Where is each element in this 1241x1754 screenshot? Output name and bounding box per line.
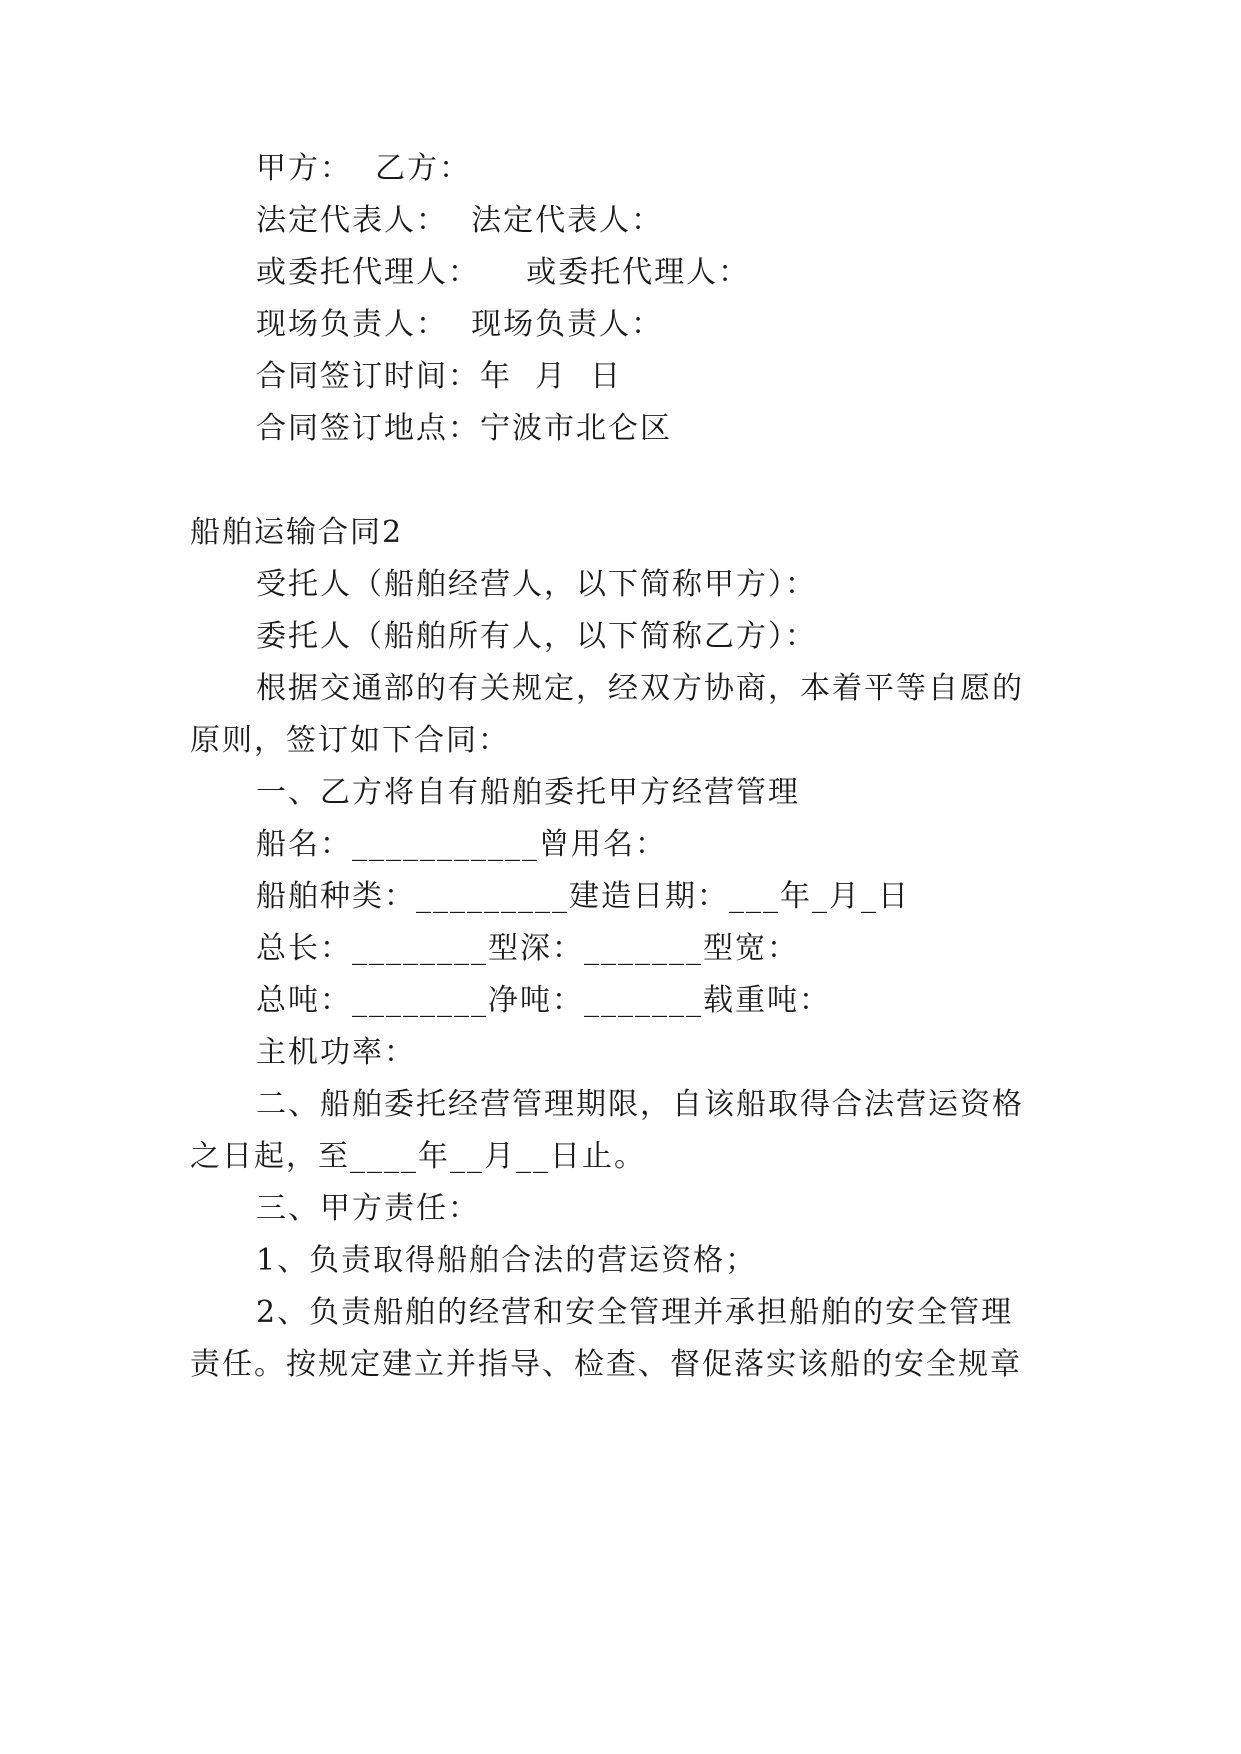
list-item: 1、负责取得船舶合法的营运资格；: [256, 1243, 758, 1278]
engine-power-line: 主机功率：: [256, 1035, 416, 1070]
site-manager-line: 现场负责人： 现场负责人：: [256, 307, 664, 342]
dimensions-line: 总长：________型深：_______型宽：: [256, 931, 799, 966]
trustee-line: 受托人（船舶经营人，以下简称甲方）：: [256, 567, 817, 602]
paragraph-line: 原则，签订如下合同：: [190, 723, 510, 758]
paragraph-line: 根据交通部的有关规定，经双方协商，本着平等自愿的: [256, 671, 1024, 706]
list-item: 2、负责船舶的经营和安全管理并承担船舶的安全管理: [256, 1295, 1014, 1330]
legal-representative-line: 法定代表人： 法定代表人：: [256, 203, 664, 238]
trustor-line: 委托人（船舶所有人，以下简称乙方）：: [256, 619, 817, 654]
ship-name-line: 船名：___________曾用名：: [256, 827, 667, 862]
agent-line: 或委托代理人： 或委托代理人：: [256, 255, 751, 290]
party-names-line: 甲方： 乙方：: [256, 151, 472, 186]
clause-line: 二、船舶委托经营管理期限，自该船取得合法营运资格: [256, 1087, 1024, 1122]
signing-date-line: 合同签订时间：年 月 日: [256, 359, 623, 394]
signing-place-line: 合同签订地点：宁波市北仑区: [256, 411, 672, 446]
ship-type-line: 船舶种类：_________建造日期：___年_月_日: [256, 879, 910, 914]
section-title: 船舶运输合同2: [190, 515, 404, 550]
clause-heading: 三、甲方责任：: [256, 1191, 480, 1226]
tonnage-line: 总吨：________净吨：_______载重吨：: [256, 983, 831, 1018]
clause-line: 一、乙方将自有船舶委托甲方经营管理: [256, 775, 800, 810]
clause-line: 之日起，至____年__月__日止。: [190, 1139, 646, 1174]
list-item: 责任。按规定建立并指导、检查、督促落实该船的安全规章: [190, 1347, 1022, 1382]
